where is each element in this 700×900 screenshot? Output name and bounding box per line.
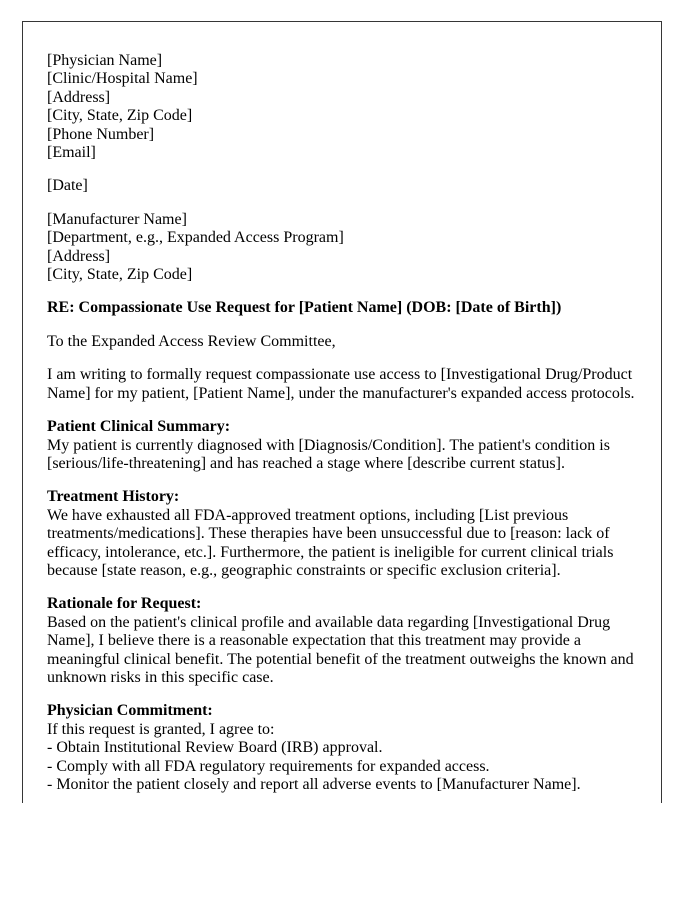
section-body-rationale-for-request: Based on the patient's clinical profile and available data regarding [Investigational Drug Name], I believe there is a reasonable expectation that this treatment may provide a meaningful clinical benefit. The potential benefit of the treatment outweighs the known and unknown risks in this specific case.	[47, 613, 634, 686]
sender-line-clinic-name: [Clinic/Hospital Name]	[47, 70, 198, 88]
section-body-treatment-history: We have exhausted all FDA-approved treatment options, including [List previous treatments/medications]. These therapies have been unsuccessful due to [reason: lack of efficacy, intolerance, etc.]. Furthermore, the patient is ineligible for current clinical trials because [state reason, e.g., geographic constraints or specific exclusion criteria].	[47, 506, 614, 579]
section-body-patient-clinical-summary: My patient is currently diagnosed with [Diagnosis/Condition]. The patient's condition is [serious/life-threatening] and has reached a stage where [describe current status].	[47, 436, 610, 472]
section-treatment-history	[47, 488, 637, 580]
sender-line-city-state-zip: [City, State, Zip Code]	[47, 107, 193, 125]
section-heading-treatment-history: Treatment History:	[47, 488, 180, 506]
recipient-line-city-state-zip: [City, State, Zip Code]	[47, 266, 193, 284]
recipient-line-address: [Address]	[47, 247, 111, 265]
sender-line-physician-name: [Physician Name]	[47, 52, 163, 69]
sender-line-address: [Address]	[47, 88, 111, 106]
commitment-item-monitor-patient: - Monitor the patient closely and report all adverse events to [Manufacturer Name].	[47, 776, 581, 793]
sender-line-email: [Email]	[47, 144, 96, 162]
opening-paragraph: I am writing to formally request compassionate use access to [Investigational Drug/Product Name] for my patient, [Patient Name], under the manufacturer's expanded access protocols.	[47, 366, 635, 402]
section-physician-commitment	[47, 702, 637, 794]
date-line: [Date]	[47, 177, 88, 195]
sender-address-block	[47, 52, 637, 162]
commitment-item-fda-compliance: - Comply with all FDA regulatory requirements for expanded access.	[47, 757, 490, 775]
recipient-line-department: [Department, e.g., Expanded Access Program]	[47, 229, 344, 247]
salutation: To the Expanded Access Review Committee,	[47, 332, 336, 350]
section-heading-physician-commitment: Physician Commitment:	[47, 702, 213, 720]
recipient-line-manufacturer: [Manufacturer Name]	[47, 210, 187, 228]
letter-page	[22, 21, 662, 803]
section-rationale-for-request	[47, 595, 637, 687]
commitment-intro-line: If this request is granted, I agree to:	[47, 720, 275, 738]
commitment-item-irb-approval: - Obtain Institutional Review Board (IRB) approval.	[47, 739, 383, 757]
section-heading-patient-clinical-summary: Patient Clinical Summary:	[47, 418, 231, 436]
recipient-address-block	[47, 211, 637, 285]
section-heading-rationale-for-request: Rationale for Request:	[47, 595, 202, 613]
section-patient-clinical-summary	[47, 418, 637, 473]
subject-line: RE: Compassionate Use Request for [Patient Name] (DOB: [Date of Birth])	[47, 299, 562, 317]
sender-line-phone: [Phone Number]	[47, 125, 155, 143]
